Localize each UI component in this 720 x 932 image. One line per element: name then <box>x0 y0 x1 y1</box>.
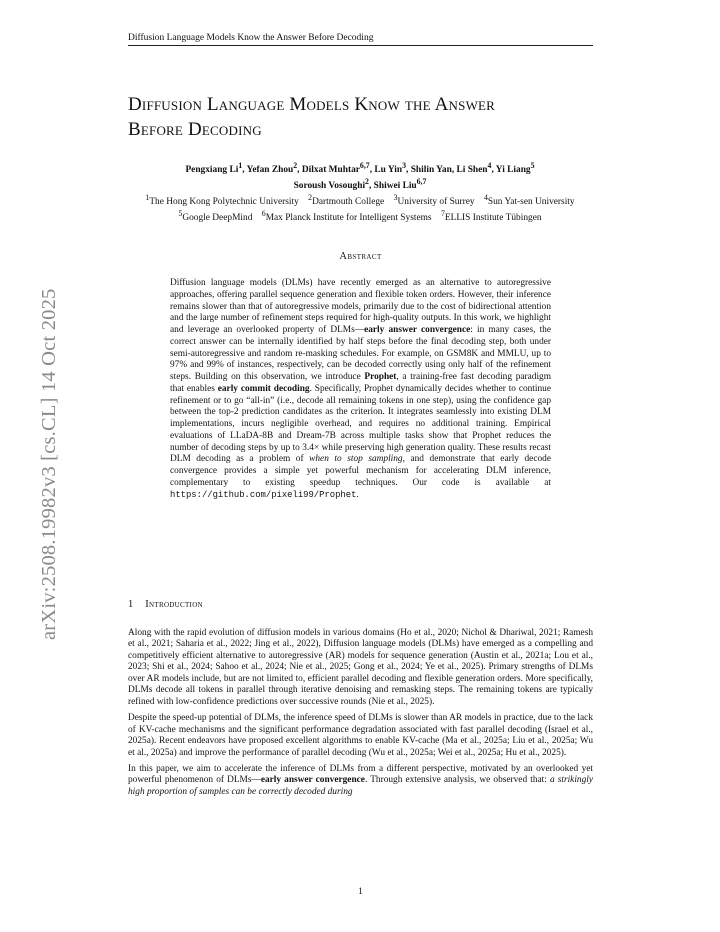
author-name: Li Shen <box>456 165 488 176</box>
author-name: Shiwei Liu <box>373 181 417 192</box>
paragraph: Despite the speed-up potential of DLMs, the inference speed of DLMs is slower than AR models in practice, due to the lack of KV-cache mechanisms and the significant performance degradation associated with fast parallel decoding (Israel et al., 2025a). Recent endeavors have proposed excellent algorithms to enable KV-cache (Ma et al., 2025a; Liu et al., 2025a; Wu et al., 2025a) and improve the performance of parallel decoding (Wu et al., 2025a; Wei et al., 2025a; Hu et al., 2025). <box>128 713 593 758</box>
author-line-2: Soroush Vosoughi$^2$, Shiwei Liu$^{6,7}$ <box>293 177 427 192</box>
affiliation-name: The Hong Kong Polytechnic University <box>149 197 299 208</box>
affiliation-marker: 7 <box>440 209 445 219</box>
abstract-text: , and demonstrate that early decode convergence provides a simple yet powerful mechanism for accelerating DLM inference, complementary to existing speedup techniques. Our code is available at <box>170 454 551 488</box>
abstract-text: . Specifically, Prophet dynamically decides whether to continue refinement or to go “all-in” (i.e., decode all remaining tokens in one step), using the confidence gap between the top-2 prediction candidates as the criterion. It integrates seamlessly into existing DLM implementations, incurs negligible overhead, and requires no additional training. Empirical evaluations of LLaDA-8B and Dream-7B across multiple tasks show that Prophet reduces the number of decoding steps by up to 3.4× while preserving high generation quality. These results recast DLM decoding as a problem of <box>170 383 551 465</box>
affiliation-marker: 6,7 <box>359 161 370 170</box>
title-line-2: Before Decoding <box>128 119 262 140</box>
affiliation-marker: 1 <box>238 161 243 170</box>
author-list <box>96 160 624 192</box>
affiliation-marker: 3 <box>393 193 398 203</box>
author-line-1: Pengxiang Li$^1$, Yefan Zhou$^2$, Dilxat Muhtar$^{6,7}$, Lu Yin$^3$, Shilin Yan, Li Shen$^4$, Yi Liang$^5$ <box>185 161 535 176</box>
abstract-text: , a training-free fast decoding paradigm that enables <box>170 372 551 394</box>
paragraph <box>128 764 593 798</box>
paragraph-emphasis: early answer convergence <box>260 775 365 786</box>
abstract-italic: when to stop sampling <box>309 454 403 465</box>
affiliation-marker: 5 <box>530 161 535 170</box>
abstract-text: . <box>356 489 359 500</box>
code-link[interactable]: https://github.com/pixeli99/Prophet <box>170 489 357 500</box>
paragraph-text: . Through extensive analysis, we observed that: <box>364 775 550 786</box>
affiliation-marker: 3 <box>402 161 407 170</box>
affiliation-name: Max Planck Institute for Intelligent Systems <box>265 213 432 224</box>
author-name: Pengxiang Li <box>185 165 239 176</box>
affiliation-name: University of Surrey <box>397 197 475 208</box>
running-head: Diffusion Language Models Know the Answer Before Decoding <box>128 33 593 46</box>
author-name: Lu Yin <box>374 165 403 176</box>
affiliation-marker: 6 <box>261 209 266 219</box>
author-name: Dilxat Muhtar <box>301 165 360 176</box>
author-name: Soroush Vosoughi <box>293 181 366 192</box>
author-name: Shilin Yan <box>410 165 452 176</box>
affiliation-marker: 2 <box>308 193 313 203</box>
affiliation-line-2 <box>96 208 624 224</box>
affiliation-marker: 4 <box>487 161 492 170</box>
abstract-text: : in many cases, the correct answer can be internally identified by half steps before the final decoding step, both under semi-autoregressive and random re-masking schedules. For example, on GSM8K and MMLU, up to 97% and 99% of instances, respectively, can be decoded correctly using only half of the refinement steps. Building on this observation, we introduce <box>170 325 551 382</box>
section-number: 1 <box>128 599 134 610</box>
abstract-emphasis: early commit decoding <box>217 383 310 394</box>
affiliation-name: Dartmouth College <box>312 197 385 208</box>
affiliation-marker: 4 <box>483 193 488 203</box>
affiliation-list <box>96 192 624 224</box>
author-name: Yefan Zhou <box>246 165 294 176</box>
paragraph: Along with the rapid evolution of diffusion models in various domains (Ho et al., 2020; Nichol & Dhariwal, 2021; Ramesh et al., 2021; Saharia et al., 2022; Jing et al., 2022), Diffusion language models (DLMs) have emerged as a compelling and competitively efficient alternative to autoregressive (AR) models for sequence generation (Austin et al., 2021a; Lou et al., 2023; Shi et al., 2024; Sahoo et al., 2024; Nie et al., 2025; Gong et al., 2024; Ye et al., 2025). Primary strengths of DLMs over AR models include, but are not limited to, efficient parallel decoding and flexible generation orders. More specifically, DLMs decode all tokens in parallel through iterative denoising and remasking steps. The remaining tokens are typically refined with low-confidence predictions over successive rounds (Nie et al., 2025). <box>128 628 593 707</box>
arxiv-identifier[interactable]: arXiv:2508.19982v3 [cs.CL] 14 Oct 2025 <box>38 288 60 640</box>
introduction-body <box>128 628 593 803</box>
affiliation-name: Sun Yat-sen University <box>487 197 575 208</box>
affiliation-marker: 2 <box>293 161 298 170</box>
title-line-1: Diffusion Language Models Know the Answer <box>128 94 496 115</box>
affiliation-marker: 5 <box>178 209 183 219</box>
affiliation-name: ELLIS Institute Tübingen <box>444 213 542 224</box>
affiliation-marker: 6,7 <box>416 177 427 187</box>
method-name: Prophet <box>364 372 397 382</box>
affiliation-name: Google DeepMind <box>182 213 253 224</box>
affiliation-marker: 2 <box>365 177 369 187</box>
abstract-text: Diffusion language models (DLMs) have recently emerged as an alternative to autoregressive approaches, offering parallel sequence generation and flexible token orders. However, their inference remains slower than that of autoregressive models, primarily due to the cost of bidirectional attention and the large number of refinement steps required for high-quality outputs. In this work, we highlight and leverage an overlooked property of DLMs— <box>170 278 551 335</box>
paragraph-text: In this paper, we aim to accelerate the inference of DLMs from a different perspective, motivated by an overlooked yet powerful phenomenon of DLMs— <box>128 763 593 786</box>
abstract-heading: Abstract <box>339 251 382 262</box>
section-heading <box>128 599 203 610</box>
section-title: Introduction <box>145 599 203 610</box>
page-number: 1 <box>358 887 363 897</box>
abstract-body <box>170 278 551 501</box>
affiliation-marker: 1 <box>145 193 150 203</box>
abstract-emphasis: early answer convergence <box>364 325 471 335</box>
affiliation-line-1 <box>96 192 624 208</box>
paper-title <box>128 92 608 142</box>
author-block <box>96 160 624 225</box>
paragraph-italic: a strikingly high proportion of samples can be correctly decoded during <box>128 775 594 797</box>
author-name: Yi Liang <box>495 165 531 176</box>
